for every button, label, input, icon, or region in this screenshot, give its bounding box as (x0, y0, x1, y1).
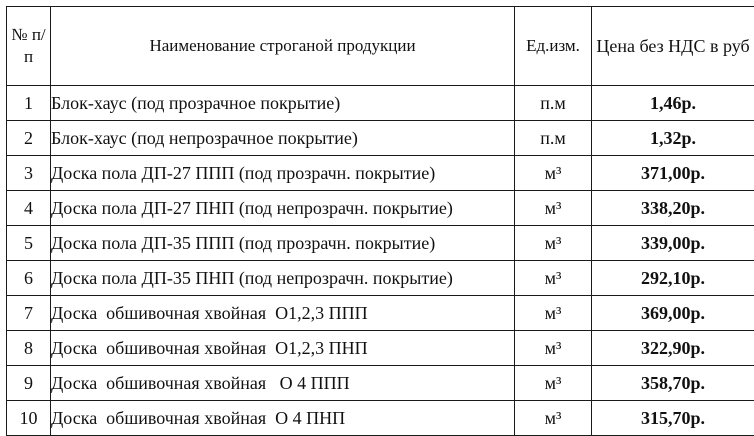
table-row (7, 296, 754, 331)
row-number: 5 (7, 226, 51, 261)
row-price: 369,00р. (592, 296, 754, 331)
row-product-name: Блок-хаус (под прозрачное покрытие) (51, 86, 515, 121)
price-table (6, 6, 754, 436)
row-unit: м³ (515, 296, 592, 331)
row-unit: п.м (515, 86, 592, 121)
row-number: 7 (7, 296, 51, 331)
row-product-name: Доска обшивочная хвойная О1,2,3 ППП (51, 296, 515, 331)
row-product-name: Доска обшивочная хвойная О 4 ППП (51, 366, 515, 401)
row-price: 371,00р. (592, 156, 754, 191)
row-product-name: Доска пола ДП-35 ПНП (под непрозрачн. покрытие) (51, 261, 515, 296)
table-row (7, 331, 754, 366)
row-unit: м³ (515, 366, 592, 401)
price-list-sheet (6, 6, 754, 436)
row-number: 10 (7, 401, 51, 436)
table-row (7, 121, 754, 156)
row-price: 358,70р. (592, 366, 754, 401)
row-product-name: Доска пола ДП-27 ПНП (под непрозрачн. покрытие) (51, 191, 515, 226)
row-price: 1,32р. (592, 121, 754, 156)
row-product-name: Блок-хаус (под непрозрачное покрытие) (51, 121, 515, 156)
table-row (7, 261, 754, 296)
row-product-name: Доска обшивочная хвойная О1,2,3 ПНП (51, 331, 515, 366)
row-number: 2 (7, 121, 51, 156)
table-row (7, 86, 754, 121)
row-price: 1,46р. (592, 86, 754, 121)
row-product-name: Доска пола ДП-27 ППП (под прозрачн. покрытие) (51, 156, 515, 191)
row-unit: м³ (515, 261, 592, 296)
row-unit: м³ (515, 191, 592, 226)
row-price: 292,10р. (592, 261, 754, 296)
table-row (7, 191, 754, 226)
row-number: 6 (7, 261, 51, 296)
row-number: 1 (7, 86, 51, 121)
row-price: 339,00р. (592, 226, 754, 261)
header-number: № п/п (7, 7, 51, 86)
table-row (7, 366, 754, 401)
row-price: 315,70р. (592, 401, 754, 436)
row-product-name: Доска пола ДП-35 ППП (под прозрачн. покрытие) (51, 226, 515, 261)
table-row (7, 156, 754, 191)
row-unit: м³ (515, 401, 592, 436)
header-price: Цена без НДС в руб (592, 7, 754, 86)
row-price: 322,90р. (592, 331, 754, 366)
table-body (7, 86, 754, 436)
table-row (7, 226, 754, 261)
row-unit: м³ (515, 156, 592, 191)
row-number: 4 (7, 191, 51, 226)
row-unit: п.м (515, 121, 592, 156)
table-row (7, 401, 754, 436)
row-number: 3 (7, 156, 51, 191)
table-header-row (7, 7, 754, 86)
row-number: 9 (7, 366, 51, 401)
row-unit: м³ (515, 226, 592, 261)
row-unit: м³ (515, 331, 592, 366)
header-name: Наименование строганой продукции (51, 7, 515, 86)
row-number: 8 (7, 331, 51, 366)
header-unit: Ед.изм. (515, 7, 592, 86)
row-product-name: Доска обшивочная хвойная О 4 ПНП (51, 401, 515, 436)
row-price: 338,20р. (592, 191, 754, 226)
